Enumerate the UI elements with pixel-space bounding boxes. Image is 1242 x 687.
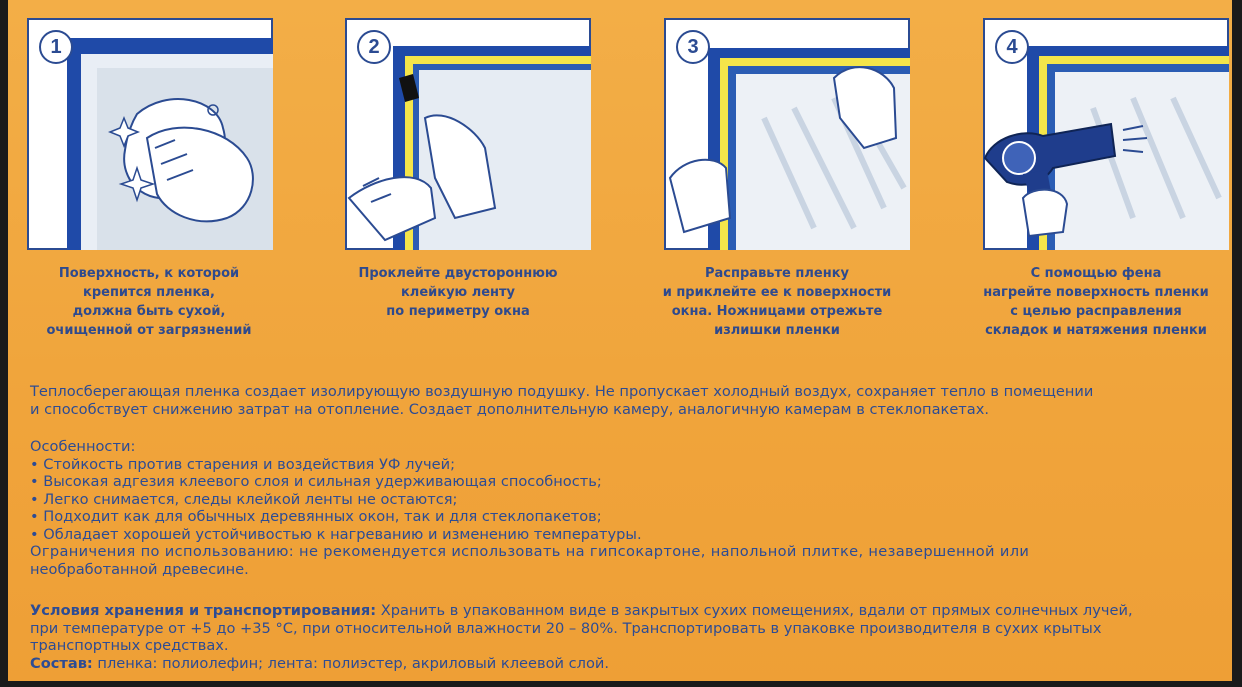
caption-line: и приклейте ее к поверхности (662, 285, 892, 300)
step-number: 4 (995, 30, 1029, 64)
step-4-illustration (983, 18, 1229, 250)
storage-label: Условия хранения и транспортирования: (30, 602, 377, 619)
step-number: 2 (357, 30, 391, 64)
caption-line: окна. Ножницами отрежьте (671, 304, 883, 319)
usage-limits: Ограничения по использованию: не рекомендуется использовать на гипсокартоне, напольной плитке, незавершенной или (30, 543, 1030, 560)
description-line: и способствует снижению затрат на отопление. Создает дополнительную камеру, аналогичную камерам в стеклопакетах. (30, 400, 990, 418)
storage-text: Хранить в упакованном виде в закрытых сухих помещениях, вдали от прямых солнечных лучей, (376, 602, 1133, 619)
step-3-caption (637, 264, 917, 340)
storage-text: транспортных средствах. (30, 637, 229, 654)
caption-line: клейкую ленту (400, 285, 516, 300)
caption-line: по периметру окна (386, 304, 530, 319)
features-section (30, 438, 1220, 578)
storage-text: при температуре от +5 до +35 °С, при относительной влажности 20 – 80%. Транспортировать в упаковке производителя в сухих крытых (30, 619, 1102, 637)
step-number: 1 (39, 30, 73, 64)
list-item: • Обладает хорошей устойчивостью к нагреванию и изменению температуры. (30, 526, 1220, 544)
scan-edge-bottom (0, 681, 1242, 687)
scan-edge-right (1232, 0, 1242, 687)
caption-line: С помощью фена (1030, 266, 1162, 281)
caption-line: Поверхность, к которой (58, 266, 240, 281)
list-item: • Стойкость против старения и воздействия УФ лучей; (30, 456, 1220, 474)
caption-line: с целью расправления (1010, 304, 1182, 319)
caption-line: Проклейте двустороннюю (358, 266, 558, 281)
caption-line: очищенной от загрязнений (46, 323, 252, 338)
caption-line: складок и натяжения пленки (985, 323, 1207, 338)
composition-label: Состав: (30, 654, 93, 672)
caption-line: должна быть сухой, (72, 304, 226, 319)
step-2-caption (318, 264, 598, 321)
product-description (30, 383, 1220, 418)
list-item: • Легко снимается, следы клейкой ленты не остаются; (30, 491, 1220, 509)
features-heading: Особенности: (30, 438, 136, 455)
step-1-caption (9, 264, 289, 340)
storage-line (30, 602, 1220, 620)
description-line: Теплосберегающая пленка создает изолирующую воздушную подушку. Не пропускает холодный воздух, сохраняет тепло в помещении (30, 383, 1094, 400)
caption-line: Расправьте пленку (705, 266, 849, 281)
step-number: 3 (676, 30, 710, 64)
caption-line: крепится пленка, (83, 285, 215, 300)
usage-limits: необработанной древесине. (30, 560, 249, 578)
list-item: • Подходит как для обычных деревянных окон, так и для стеклопакетов; (30, 508, 1220, 526)
scan-edge-left (0, 0, 8, 687)
step-2-illustration (345, 18, 591, 250)
step-3-illustration (664, 18, 910, 250)
features-list (30, 456, 1220, 544)
list-item: • Высокая адгезия клеевого слоя и сильная удерживающая способность; (30, 473, 1220, 491)
composition-line (30, 655, 1220, 673)
caption-line: нагрейте поверхность пленки (983, 285, 1209, 300)
storage-section (30, 602, 1220, 672)
step-1-illustration (27, 18, 273, 250)
step-4-caption (956, 264, 1236, 340)
caption-line: излишки пленки (714, 323, 840, 338)
composition-text: пленка: полиолефин; лента: полиэстер, акриловый клеевой слой. (92, 654, 610, 672)
